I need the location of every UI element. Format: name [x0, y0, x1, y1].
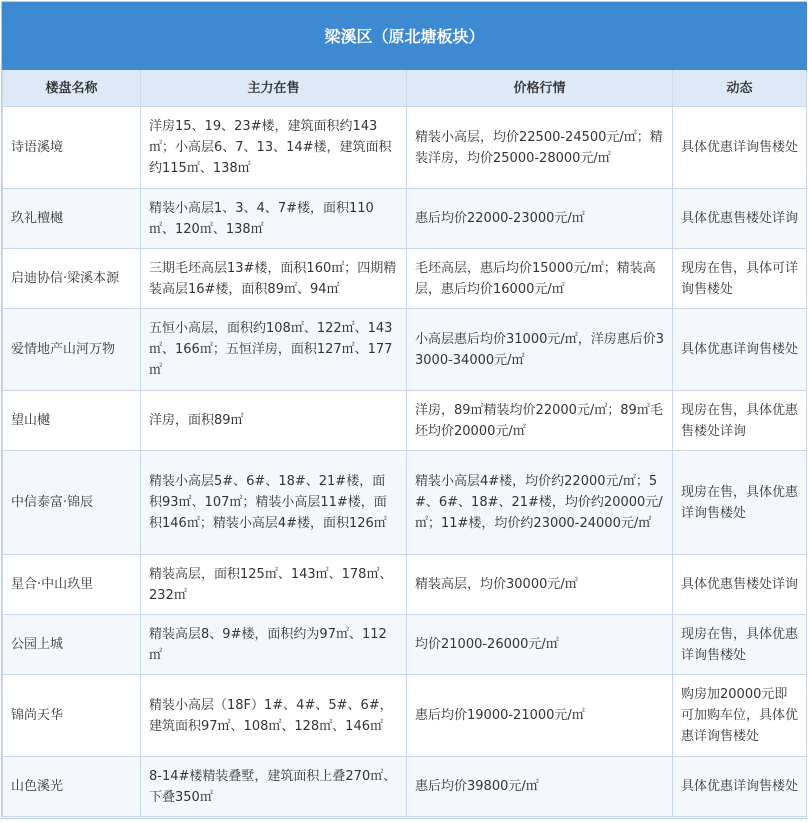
- cell-news: 现房在售，具体优惠详询售楼处: [673, 615, 807, 675]
- cell-project-name: 启迪协信·梁溪本源: [3, 249, 141, 309]
- table-header-row: [3, 70, 807, 107]
- property-table: [2, 2, 807, 817]
- cell-news: 具体优惠详询售楼处: [673, 757, 807, 817]
- cell-price: 小高层惠后均价31000元/㎡，洋房惠后价33000-34000元/㎡: [407, 309, 673, 391]
- cell-price: 精装高层，均价30000元/㎡: [407, 555, 673, 615]
- cell-project-name: 公园上城: [3, 615, 141, 675]
- cell-price: 精装小高层，均价22500-24500元/㎡；精装洋房，均价25000-28000元/㎡: [407, 107, 673, 189]
- table-row: [3, 391, 807, 451]
- cell-main-sale: 8-14#楼精装叠墅，建筑面积上叠270㎡、下叠350㎡: [141, 757, 407, 817]
- cell-project-name: 望山樾: [3, 391, 141, 451]
- cell-price: 毛坯高层，惠后均价15000元/㎡；精装高层，惠后均价16000元/㎡: [407, 249, 673, 309]
- cell-price: 精装小高层4#楼，均价约22000元/㎡；5#、6#、18#、21#楼，均价约20000元/㎡；11#楼，均价约23000-24000元/㎡: [407, 451, 673, 555]
- header-news: 动态: [673, 70, 807, 107]
- cell-main-sale: 精装小高层（18F）1#、4#、5#、6#，建筑面积97㎡、108㎡、128㎡、146㎡: [141, 675, 407, 757]
- table-title-row: [3, 3, 807, 70]
- cell-main-sale: 五恒小高层，面积约108㎡、122㎡、143㎡、166㎡；五恒洋房，面积127㎡、177㎡: [141, 309, 407, 391]
- table-row: [3, 555, 807, 615]
- cell-project-name: 玖礼檀樾: [3, 189, 141, 249]
- table-row: [3, 675, 807, 757]
- cell-main-sale: 洋房，面积89㎡: [141, 391, 407, 451]
- table-row: [3, 189, 807, 249]
- table-row: [3, 309, 807, 391]
- cell-news: 具体优惠售楼处详询: [673, 189, 807, 249]
- cell-price: 洋房，89㎡精装均价22000元/㎡；89㎡毛坯均价20000元/㎡: [407, 391, 673, 451]
- cell-news: 购房加20000元即可加购车位，具体优惠详询售楼处: [673, 675, 807, 757]
- cell-project-name: 爱情地产山河万物: [3, 309, 141, 391]
- property-table-container: [1, 1, 807, 819]
- cell-price: 惠后均价22000-23000元/㎡: [407, 189, 673, 249]
- cell-price: 均价21000-26000元/㎡: [407, 615, 673, 675]
- table-row: [3, 757, 807, 817]
- cell-main-sale: 精装小高层1、3、4、7#楼，面积110㎡、120㎡、138㎡: [141, 189, 407, 249]
- cell-price: 惠后均价39800元/㎡: [407, 757, 673, 817]
- header-sale: 主力在售: [141, 70, 407, 107]
- cell-news: 具体优惠售楼处详询: [673, 555, 807, 615]
- cell-news: 现房在售，具体优惠详询售楼处: [673, 451, 807, 555]
- cell-project-name: 中信泰富·锦辰: [3, 451, 141, 555]
- table-row: [3, 451, 807, 555]
- cell-news: 具体优惠详询售楼处: [673, 107, 807, 189]
- table-row: [3, 615, 807, 675]
- cell-main-sale: 精装高层，面积125㎡、143㎡、178㎡、232㎡: [141, 555, 407, 615]
- cell-news: 具体优惠详询售楼处: [673, 309, 807, 391]
- header-price: 价格行情: [407, 70, 673, 107]
- table-title: 梁溪区（原北塘板块）: [3, 3, 807, 70]
- header-name: 楼盘名称: [3, 70, 141, 107]
- cell-project-name: 诗语溪境: [3, 107, 141, 189]
- cell-price: 惠后均价19000-21000元/㎡: [407, 675, 673, 757]
- cell-news: 现房在售，具体可详询售楼处: [673, 249, 807, 309]
- table-row: [3, 107, 807, 189]
- cell-main-sale: 精装高层8、9#楼，面积约为97㎡、112㎡: [141, 615, 407, 675]
- table-row: [3, 249, 807, 309]
- cell-project-name: 山色溪光: [3, 757, 141, 817]
- cell-main-sale: 三期毛坯高层13#楼，面积160㎡；四期精装高层16#楼，面积89㎡、94㎡: [141, 249, 407, 309]
- cell-project-name: 星合·中山玖里: [3, 555, 141, 615]
- cell-main-sale: 精装小高层5#、6#、18#、21#楼，面积93㎡、107㎡；精装小高层11#楼，面积146㎡；精装小高层4#楼，面积126㎡: [141, 451, 407, 555]
- cell-main-sale: 洋房15、19、23#楼，建筑面积约143㎡；小高层6、7、13、14#楼，建筑面积约115㎡、138㎡: [141, 107, 407, 189]
- cell-project-name: 锦尚天华: [3, 675, 141, 757]
- cell-news: 现房在售，具体优惠售楼处详询: [673, 391, 807, 451]
